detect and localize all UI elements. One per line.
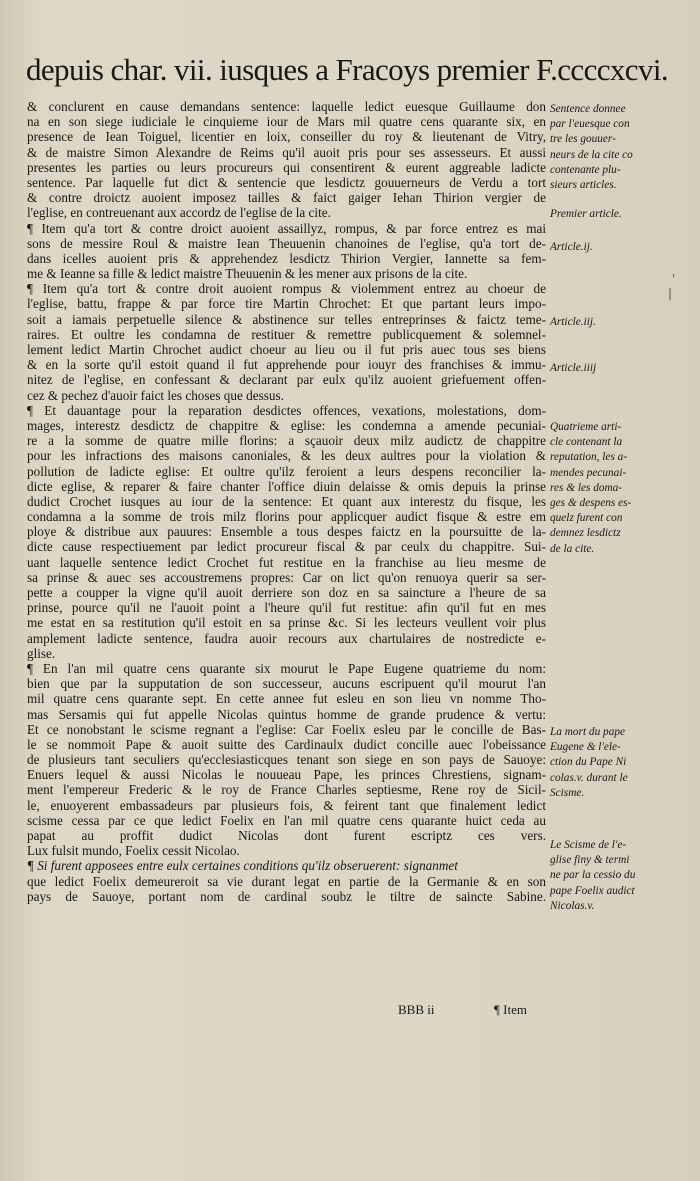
text-line: de plusieurs tant seculiers qu'ecclesiasticques tenant son siege en son pays de Sauoye: [27,752,546,768]
page-footer [0,1002,700,1022]
text-line: bien que par la supputation de son successeur, aucuns escripuent qu'il mourut l'an [27,676,546,692]
text-line: mil quatre cens quarante sept. En cette annee fut esleu en son lieu vn nomme Tho- [27,691,546,707]
margin-note-line: glise finy & termi [550,854,630,867]
text-line: mages, interestz desdictz de chappitre & eglise: les condemna a amende pecuniai- [27,417,546,433]
text-line: sons de messire Roul & maistre Iean Theuuenin chanoines de l'eglise, qu'a tort de- [27,235,546,251]
margin-note [550,420,678,557]
margin-note-line: ction du Pape Ni [550,756,627,769]
text-line: cez & pechez d'auoir faict les choses que dessus. [27,387,284,403]
text-line: ¶ Item qu'a tort & contre droict auoient assaillyz, rompus, & par force entrez es mai [27,220,546,236]
text-line: & de maistre Simon Alexandre de Reims qu'il auoit pris pour ses assesseurs. Et aussi [27,144,546,160]
signature-mark: BBB ii [398,1002,435,1017]
text-line: papat au proffit dudict Nicolas dont furent escriptz ces vers. [27,828,546,843]
margin-note-line: Sentence donnee [550,103,626,115]
catchword: ¶ Item [494,1002,527,1017]
margin-note [550,240,678,255]
margin-note [550,725,678,801]
margin-note-line: res & les doma- [550,481,623,494]
text-line: le, enuoyerent embassadeurs par plusieurs fois, & feirent tant que finalement ledict [27,797,546,813]
text-line: nitez de l'eglise, en confessant & declarant par eulx qu'ilz auoient griefuement offen- [27,372,546,388]
text-line: condamna a la somme de trois milz florins pour applicquer audict fisque & estre em [27,509,546,525]
text-line: que ledict Foelix demeureroit sa vie durant legat en partie de la Germanie & en son [27,873,546,889]
text-line: pette a coupper la vigne qu'il auoit derriere son doz en sa saincture a l'heure de sa [27,585,546,600]
margin-note-line: neurs de la cite co [550,148,633,161]
margin-note-line: Premier article. [550,208,622,220]
margin-note-line: Article.iiij [550,362,597,374]
text-line: ¶ Et dauantage pour la reparation desdictes offences, vexations, molestations, dom- [27,402,546,418]
margin-note-line: Quatrieme arti- [550,421,622,433]
text-line: me estat en sa restitution qu'il estoit en sa prinse &c. Si les lecteurs veullent voir plus [27,615,546,631]
text-line: ¶ En l'an mil quatre cens quarante six mourut le Pape Eugene quatrieme du nom: [27,660,546,676]
margin-note-line: Scisme. [550,786,585,799]
margin-note-line: de la cite. [550,542,595,555]
margin-note-line: cle contenant la [550,436,623,449]
margin-note-line: par l'euesque con [550,118,630,131]
text-line: uant laquelle sentence ledict Crochet fut restitue en la franchise au lieu mesme de [27,554,546,570]
text-line: dicte cause respectiuement par ledict procureur fiscal & par ceulx du chappitre. Sui- [27,539,546,555]
text-line: l'eglise, battu, frappe & par force tire Martin Chrochet: Et que partant leurs impo- [27,296,546,312]
text-line: pour les infractions des maisons canoniales, & les deux aultres pour la violation & [27,448,546,464]
text-line: & en la sorte qu'il estoit quand il fut apprehende pour iouyr des franchises & immu- [27,357,546,373]
text-line: dudict Crochet iusques au iour de la sentence: Et quant aux interestz du fisque, les [27,493,546,509]
margin-note [550,102,678,193]
margin-note-line: Le Scisme de l'e- [550,839,627,851]
text-line: l'eglise, en contreuenant aux accordz de l'eglise de la cite. [27,205,331,221]
margin-note-line: demnez lesdictz [550,527,621,540]
margin-note-line: Nicolas.v. [550,899,595,912]
margin-note-line: sieurs articles. [550,179,617,192]
margin-note [550,315,678,330]
text-line: & conclurent en cause demandans sentence: laquelle ledict euesque Guillaume don [27,99,546,114]
margin-note-line: pape Foelix audict [550,884,635,897]
margin-note-line: quelz furent con [550,512,623,525]
text-line: lement ledict Martin Chrochet audict choeur au lieu ou il fut pris auec tous ses biens [27,342,546,357]
margin-note [550,838,678,914]
text-line: amplement ladicte sentence, faudra auoir recours aux chartulaires de nostredicte e- [27,630,546,646]
text-line: & contre droictz auoient imposez tailles & faict gaiger Iehan Thirion vergier de [27,190,546,206]
margin-note-line: reputation, les a- [550,451,628,464]
margin-note-line: ne par la cessio du [550,869,636,882]
running-header [26,50,676,90]
text-line: le se nommoit Pape & auoit suitte des Cardinaulx dudict concille auec l'obeissance [27,736,546,752]
margin-note-line: Eugene & l'ele- [550,741,621,754]
text-line: me & Ieanne sa fille & ledict maistre Theuuenin & les mener aux prisons de la cite. [27,266,468,282]
margin-note [550,207,678,222]
margin-note [550,361,678,376]
margin-tick-mark: | [668,286,673,300]
text-line: Et ce nonobstant le scisme regnant a l'eglise: Car Foelix esleu par le concille de Bas- [27,721,546,737]
text-line: dicte eglise, & reparer & faire chanter l'office diuin delaisse & omis depuis la prinse [27,478,546,494]
text-line: dans icelles auoient pris & apprehendez lesdictz Thirion Vergier, Iannette sa fem- [27,250,546,266]
margin-note-line: mendes pecunai- [550,466,627,479]
text-line: ¶ Item qu'a tort & contre droit auoient rompus & violemment entrez au choeur de [27,281,546,297]
text-line: ment l'empereur Frederic & le roy de France Charles septiesme, Rene roy de Sicil- [27,782,546,798]
margin-note-line: La mort du pape [550,726,626,738]
text-line: re a la somme de quatre mille florins: a sçauoir deux milz audictz de chappitre [27,433,546,449]
margin-note-line: colas.v. durant le [550,771,628,784]
margin-tick-mark: ' [672,272,676,286]
text-line: sa prinse & auec ses accoustremens propres: Car on lict qu'on renuoya querir sa ser- [27,569,546,585]
margin-note-line: contenante plu- [550,163,621,176]
running-header-title: depuis char. vii. iusques a Fracoys premier F.ccccxcvi. [26,52,669,87]
text-line: presence de Iean Toiguel, licentier en loix, conseiller du roy & lieutenant de Vitry, [27,129,546,145]
margin-note-line: ges & despens es- [550,497,632,510]
margin-note-line: tre les gouuer- [550,133,616,146]
text-line: glise. [27,645,56,661]
margin-note-line: Article.iij. [550,316,596,328]
margin-note-line: Article.ij. [550,241,593,253]
text-line: Enuers lequel & aussi Nicolas le nouueau Pape, les princes Chrestiens, signam- [27,767,546,783]
text-line: raires. Et oultre les condamna de restituer & remettre publicquement & solemnel- [27,326,546,342]
text-line: prinse, pource qu'il ne l'auoit point a l'heure qu'il fut restitue: afin qu'il fut en mes [27,600,546,616]
text-line: na en son siege iudiciale le cinquieme iour de Mars mil quatre cens quarante six, en [27,114,546,130]
text-line: presentes les parties ou leurs procureurs qui consentirent & eurent aggreable ladicte [27,159,546,175]
main-text-block [27,99,546,904]
text-line: ¶ Si furent apposees entre eulx certaines conditions qu'ilz obseruerent: signanmet [27,858,458,874]
text-line: ploye & distribue aux pauures: Ensemble a tous despes faictz en la poursuitte de la- [27,524,546,540]
text-line: pollution de ladicte eglise: Et oultre qu'ilz feroient a leurs despens reconcilier la- [27,463,546,479]
text-line: mas Sersamis qui fut appelle Nicolas quintus homme de grande prudence & vertu: [27,706,546,722]
text-line: scisme cessa par ce que ledict Foelix en l'an mil quatre cens quarante huict ceda au [27,812,546,828]
text-line: pays de Sauoye, portant nom de cardinal soubz le tiltre de saincte Sabine. [27,888,546,904]
text-line: soit a iamais perpetuelle silence & abstinence sur telles entreprinses & faictz teme- [27,311,546,327]
text-line: sentence. Par laquelle fut dict & sentencie que lesdictz gouuerneurs de Verdu a tort [27,174,546,190]
text-line: Lux fulsit mundo, Foelix cessit Nicolao. [27,843,240,859]
